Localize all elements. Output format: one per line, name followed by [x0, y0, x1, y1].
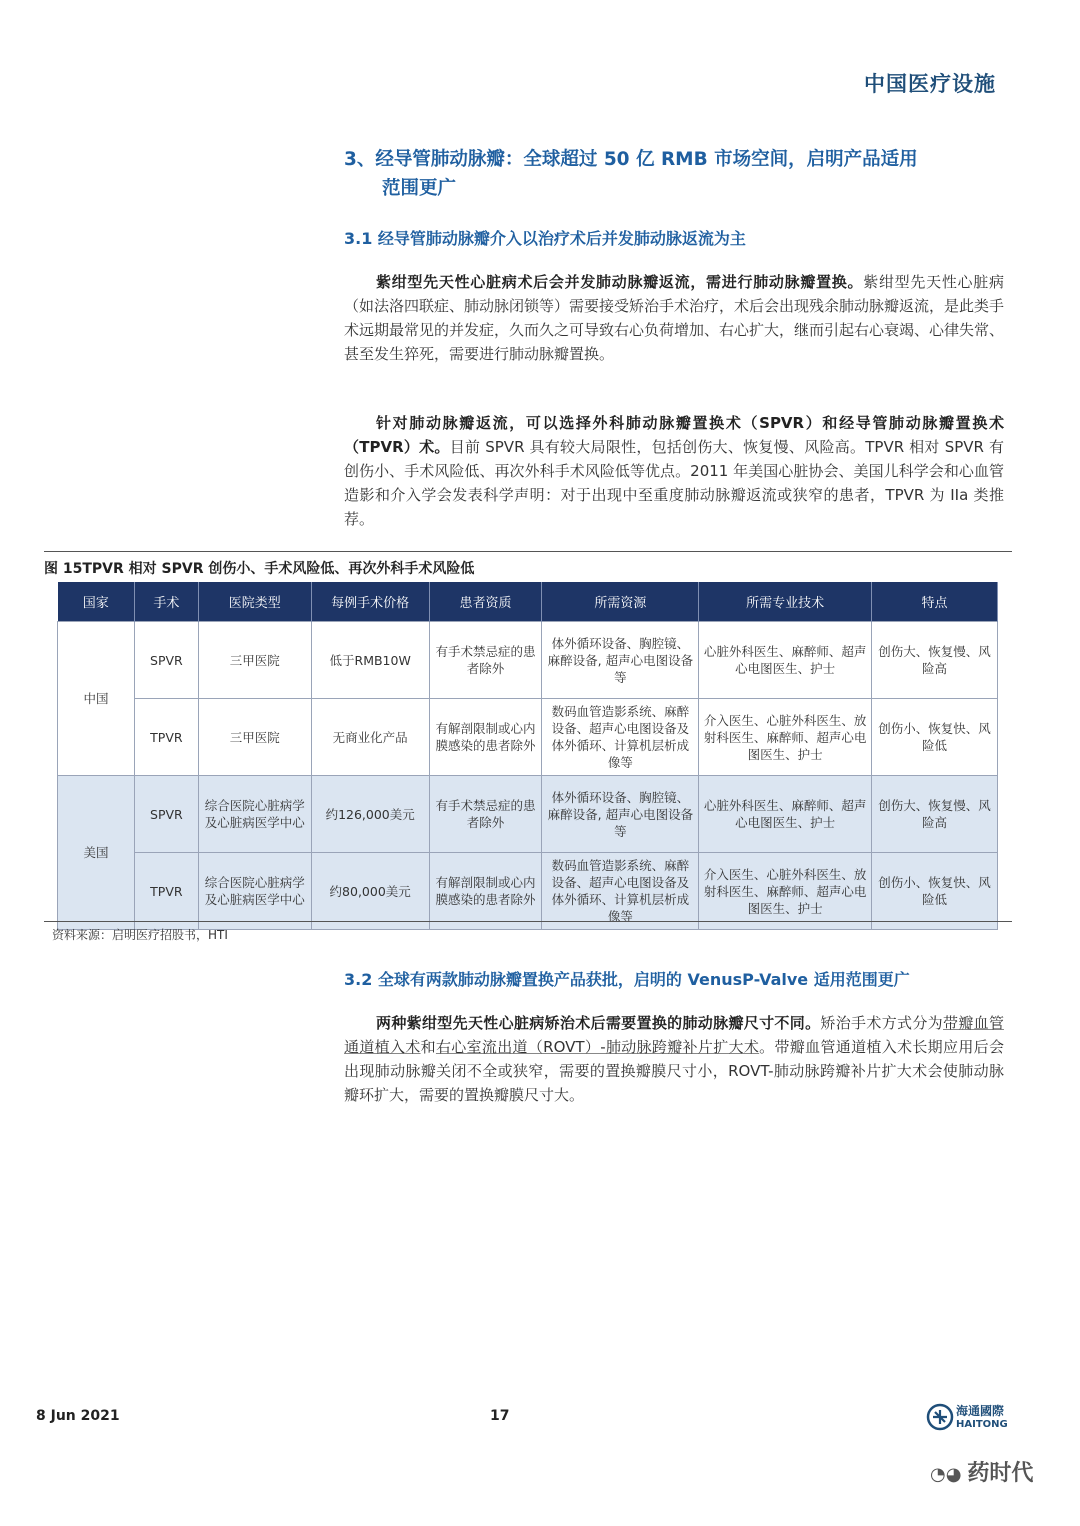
table-row [58, 699, 998, 776]
patient-cell: 有解剖限制或心内膜感染的患者除外 [429, 699, 542, 776]
haitong-logo-en: HAITONG [956, 1419, 1008, 1430]
table-row [58, 853, 998, 930]
skills-cell: 心脏外科医生、麻醉师、超声心电图医生、护士 [699, 776, 872, 853]
patient-cell: 有手术禁忌症的患者除外 [429, 776, 542, 853]
paragraph-3-term-b: 右心室流出道（ROVT）-肺动脉跨瓣补片扩大术 [435, 1038, 760, 1056]
watermark-text: 药时代 [967, 1461, 1034, 1486]
section-3-1-title: 3.1 经导管肺动脉瓣介入以治疗术后并发肺动脉返流为主 [344, 229, 746, 248]
surgery-cell: TPVR [134, 699, 198, 776]
hospital-cell: 综合医院心脏病学及心脏病医学中心 [198, 776, 311, 853]
footer-date: 8 Jun 2021 [36, 1408, 120, 1424]
header-surgery: 手术 [134, 582, 198, 622]
wechat-icon: ◔◕ [930, 1464, 962, 1485]
features-cell: 创伤大、恢复慢、风险高 [872, 776, 998, 853]
paragraph-3-text-a: 矫治手术方式分为 [820, 1014, 943, 1032]
paragraph-1-lead: 紫绀型先天性心脏病术后会并发肺动脉瓣返流，需进行肺动脉瓣置换。 [376, 273, 864, 291]
table-row [58, 776, 998, 853]
section-3-title-line1: 3、经导管肺动脉瓣：全球超过 50 亿 RMB 市场空间，启明产品适用 [344, 149, 918, 170]
paragraph-3-lead: 两种紫绀型先天性心脏病矫治术后需要置换的肺动脉瓣尺寸不同。 [376, 1014, 821, 1032]
header-price: 每例手术价格 [311, 582, 429, 622]
haitong-logo-icon [926, 1403, 954, 1431]
price-cell: 约126,000美元 [311, 776, 429, 853]
skills-cell: 心脏外科医生、麻醉师、超声心电图医生、护士 [699, 622, 872, 699]
skills-cell: 介入医生、心脏外科医生、放射科医生、麻醉师、超声心电图医生、护士 [699, 853, 872, 930]
header-features: 特点 [872, 582, 998, 622]
hospital-cell: 三甲医院 [198, 622, 311, 699]
features-cell: 创伤小、恢复快、风险低 [872, 699, 998, 776]
surgery-cell: SPVR [134, 622, 198, 699]
features-cell: 创伤小、恢复快、风险低 [872, 853, 998, 930]
price-cell: 低于RMB10W [311, 622, 429, 699]
surgery-cell: TPVR [134, 853, 198, 930]
watermark [930, 1456, 1033, 1487]
haitong-logo-cn: 海通國際 [956, 1404, 1005, 1418]
country-cell: 美国 [58, 776, 135, 930]
paragraph-3-text-b: 和 [420, 1038, 436, 1056]
price-cell: 无商业化产品 [311, 699, 429, 776]
patient-cell: 有手术禁忌症的患者除外 [429, 622, 542, 699]
header-hospital-type: 医院类型 [198, 582, 311, 622]
footer-page-number: 17 [490, 1408, 510, 1424]
haitong-logo [926, 1403, 1008, 1433]
figure-source: 资料来源：启明医疗招股书，HTI [52, 928, 228, 942]
price-cell: 约80,000美元 [311, 853, 429, 930]
table-row [58, 622, 998, 699]
resources-cell: 数码血管造影系统、麻醉设备、超声心电图设备及体外循环、计算机层析成像等 [542, 699, 699, 776]
comparison-table [57, 582, 998, 930]
country-cell: 中国 [58, 622, 135, 776]
paragraph-2-body: 目前 SPVR 具有较大局限性，包括创伤大、恢复慢、风险高。TPVR 相对 SPVR 有创伤小、手术风险低、再次外科手术风险低等优点。2011 年美国心脏协会、美国儿科学会和心血管造影和介入学会发表科学声明：对于出现中至重度肺动脉瓣返流或狭窄的患者，TPVR 为 IIa 类推荐。 [344, 438, 1004, 528]
header-skills: 所需专业技术 [699, 582, 872, 622]
resources-cell: 体外循环设备、胸腔镜、麻醉设备, 超声心电图设备等 [542, 622, 699, 699]
patient-cell: 有解剖限制或心内膜感染的患者除外 [429, 853, 542, 930]
header-country: 国家 [58, 582, 135, 622]
table-header-row [58, 582, 998, 622]
hospital-cell: 三甲医院 [198, 699, 311, 776]
paragraph-3-term-a: 带瓣血管通道植入术 [344, 1014, 1004, 1056]
haitong-logo-text [956, 1405, 1008, 1431]
skills-cell: 介入医生、心脏外科医生、放射科医生、麻醉师、超声心电图医生、护士 [699, 699, 872, 776]
resources-cell: 体外循环设备、胸腔镜、麻醉设备, 超声心电图设备等 [542, 776, 699, 853]
features-cell: 创伤大、恢复慢、风险高 [872, 622, 998, 699]
hospital-cell: 综合医院心脏病学及心脏病医学中心 [198, 853, 311, 930]
section-3-title-line2: 范围更广 [382, 178, 457, 199]
surgery-cell: SPVR [134, 776, 198, 853]
paragraph-3 [344, 1011, 1004, 1107]
header-patient: 患者资质 [429, 582, 542, 622]
figure-title: 图 15TPVR 相对 SPVR 创伤小、手术风险低、再次外科手术风险低 [44, 551, 1012, 578]
paragraph-1 [344, 270, 1004, 366]
paragraph-1-body: 紫绀型先天性心脏病（如法洛四联症、肺动脉闭锁等）需要接受矫治手术治疗，术后会出现残余肺动脉瓣返流，是此类手术远期最常见的并发症，久而久之可导致右心负荷增加、右心扩大，继而引起右心衰竭、心律失常、甚至发生猝死，需要进行肺动脉瓣置换。 [344, 273, 1005, 363]
resources-cell: 数码血管造影系统、麻醉设备、超声心电图设备及体外循环、计算机层析成像等 [542, 853, 699, 930]
paragraph-3-text-c: 。带瓣血管通道植入术长期应用后会出现肺动脉瓣关闭不全或狭窄，需要的置换瓣膜尺寸小，ROVT-肺动脉跨瓣补片扩大术会使肺动脉瓣环扩大，需要的置换瓣膜尺寸大。 [344, 1038, 1004, 1104]
paragraph-2-lead: 针对肺动脉瓣返流，可以选择外科肺动脉瓣置换术（SPVR）和经导管肺动脉瓣置换术（TPVR）术。 [344, 414, 1004, 456]
section-3-2-title: 3.2 全球有两款肺动脉瓣置换产品获批，启明的 VenusP-Valve 适用范围更广 [344, 970, 910, 989]
paragraph-2 [344, 411, 1004, 531]
header-brand: 中国医疗设施 [864, 72, 996, 96]
table-bottom-rule [44, 921, 1012, 922]
section-3-title [344, 145, 1014, 203]
header-resources: 所需资源 [542, 582, 699, 622]
